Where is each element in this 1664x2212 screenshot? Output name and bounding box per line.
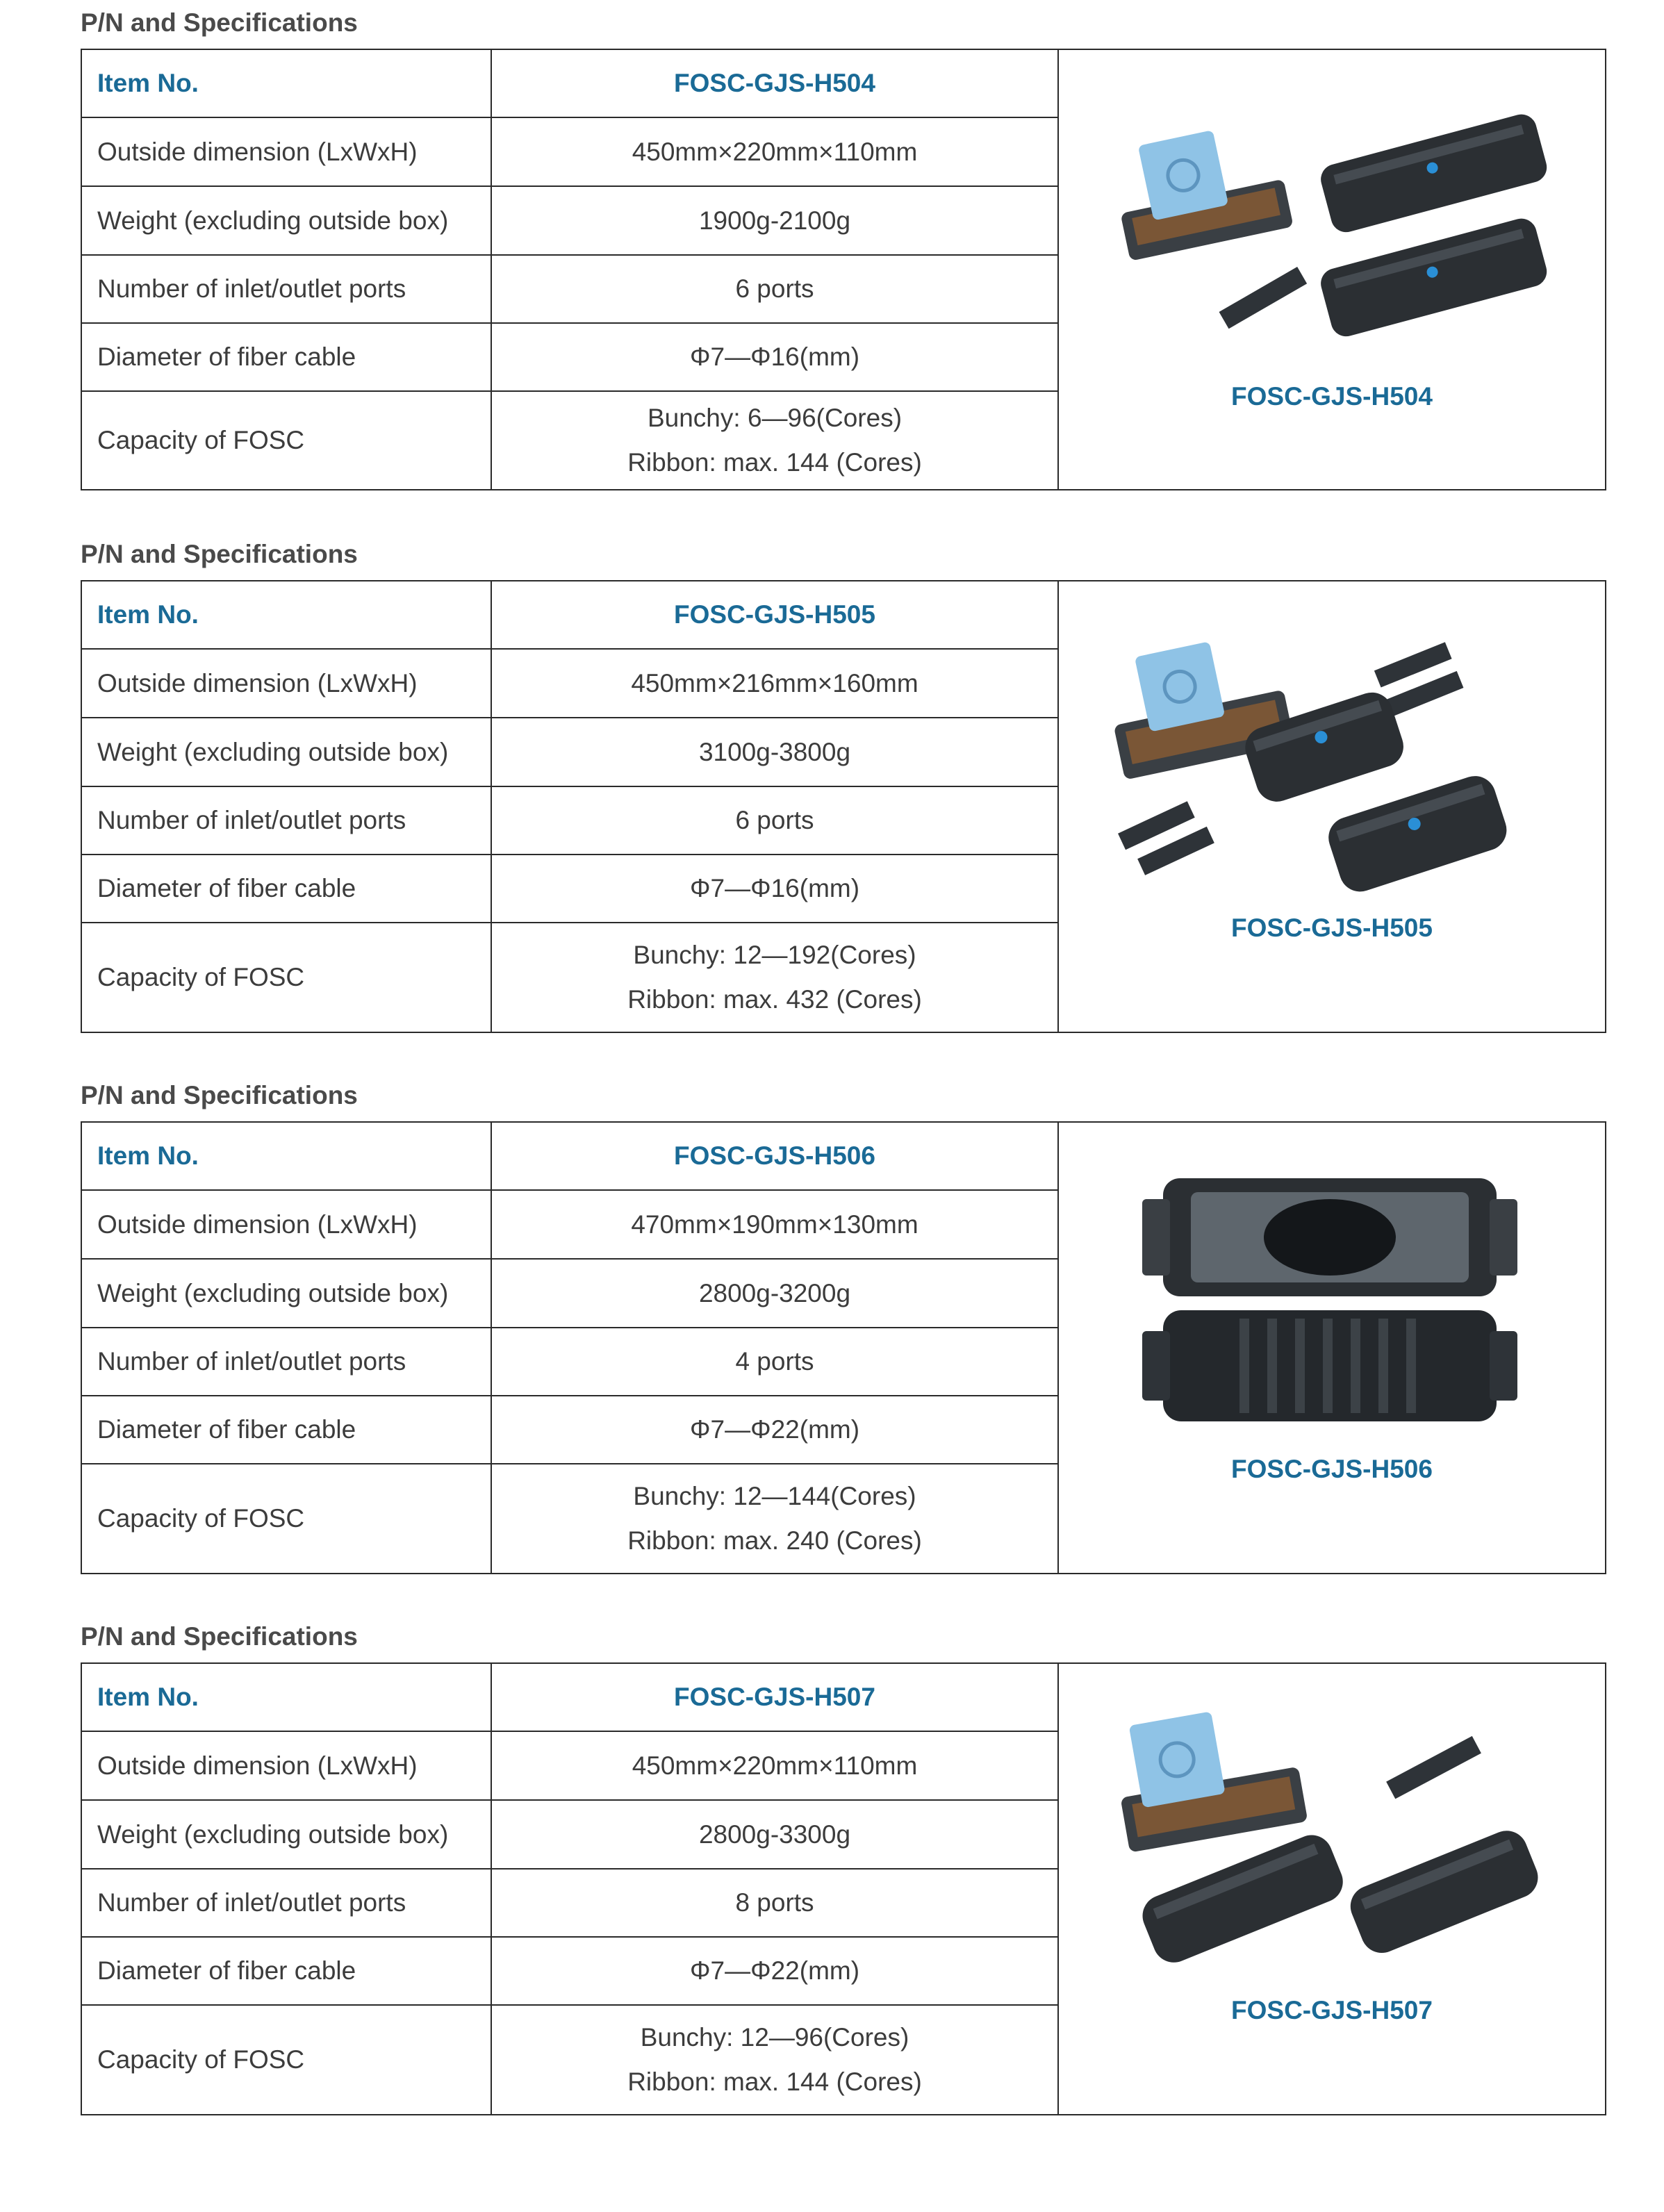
row-value: Φ7—Φ16(mm) <box>689 874 860 902</box>
table-row-ports <box>82 787 1059 855</box>
section-title: P/N and Specifications <box>81 1622 358 1651</box>
capacity-value <box>492 1464 1057 1573</box>
item-number: FOSC-GJS-H507 <box>674 1683 875 1711</box>
row-label: Weight (excluding outside box) <box>97 1278 449 1307</box>
capacity-bunchy: Bunchy: 6—96(Cores) <box>647 404 903 432</box>
table-row-capacity <box>82 392 1059 489</box>
table-row-dimension <box>82 650 1059 718</box>
row-label: Weight (excluding outside box) <box>97 1819 449 1849</box>
row-value: 1900g-2100g <box>698 206 851 235</box>
table-row-dimension <box>82 1191 1059 1260</box>
product-image-cell <box>1059 50 1605 489</box>
row-value: 6 ports <box>735 806 814 834</box>
table-row-diameter <box>82 1396 1059 1464</box>
item-number: FOSC-GJS-H506 <box>674 1141 875 1170</box>
product-image <box>1101 623 1559 901</box>
row-value: 470mm×190mm×130mm <box>631 1210 919 1239</box>
row-label: Diameter of fiber cable <box>97 874 356 902</box>
row-label: Item No. <box>97 69 199 97</box>
row-value: Φ7—Φ22(mm) <box>689 1956 860 1985</box>
table-row-capacity <box>82 1464 1059 1573</box>
row-label: Item No. <box>97 1141 199 1170</box>
spec-section-h507 <box>0 1614 1664 2114</box>
capacity-value <box>492 392 1057 489</box>
row-label: Weight (excluding outside box) <box>97 206 449 235</box>
section-title: P/N and Specifications <box>81 1081 358 1109</box>
product-image <box>1101 92 1559 370</box>
product-image <box>1101 1164 1559 1442</box>
row-value: 450mm×220mm×110mm <box>632 137 918 166</box>
capacity-ribbon: Ribbon: max. 240 (Cores) <box>627 1526 922 1555</box>
table-row-diameter <box>82 855 1059 923</box>
row-label: Number of inlet/outlet ports <box>97 1888 406 1917</box>
table-row-diameter <box>82 324 1059 392</box>
capacity-ribbon: Ribbon: max. 144 (Cores) <box>627 2067 922 2096</box>
product-image <box>1101 1706 1559 1983</box>
row-label: Number of inlet/outlet ports <box>97 1347 406 1376</box>
table-row-capacity <box>82 923 1059 1032</box>
row-label: Item No. <box>97 600 199 629</box>
image-caption: FOSC-GJS-H505 <box>1231 914 1433 942</box>
table-row-item-no <box>82 50 1059 118</box>
row-label: Number of inlet/outlet ports <box>97 274 406 303</box>
table-row-item-no <box>82 1664 1059 1732</box>
row-value: Φ7—Φ22(mm) <box>689 1415 860 1444</box>
row-label: Item No. <box>97 1683 199 1711</box>
capacity-value <box>492 923 1057 1032</box>
table-row-weight <box>82 1801 1059 1870</box>
section-title: P/N and Specifications <box>81 540 358 568</box>
spec-section-h505 <box>0 531 1664 1032</box>
row-label: Outside dimension (LxWxH) <box>97 1751 418 1780</box>
table-row-dimension <box>82 118 1059 187</box>
row-value: 3100g-3800g <box>698 737 851 766</box>
row-label: Capacity of FOSC <box>97 963 305 991</box>
table-row-item-no <box>82 1123 1059 1191</box>
spec-table <box>81 580 1606 1033</box>
product-image-cell <box>1059 1664 1605 2103</box>
image-caption: FOSC-GJS-H507 <box>1231 1996 1433 2024</box>
spec-table <box>81 1662 1606 2115</box>
capacity-ribbon: Ribbon: max. 432 (Cores) <box>627 985 922 1014</box>
row-value: Φ7—Φ16(mm) <box>689 342 860 371</box>
item-number: FOSC-GJS-H505 <box>674 600 875 629</box>
spec-section-h504 <box>0 0 1664 500</box>
section-title: P/N and Specifications <box>81 8 358 37</box>
capacity-bunchy: Bunchy: 12—144(Cores) <box>633 1482 916 1510</box>
table-row-weight <box>82 1260 1059 1328</box>
capacity-bunchy: Bunchy: 12—192(Cores) <box>633 941 916 969</box>
table-row-ports <box>82 1870 1059 1938</box>
image-caption: FOSC-GJS-H506 <box>1231 1455 1433 1483</box>
spec-table <box>81 49 1606 490</box>
capacity-bunchy: Bunchy: 12—96(Cores) <box>640 2023 909 2052</box>
spec-table <box>81 1121 1606 1574</box>
row-label: Diameter of fiber cable <box>97 342 356 371</box>
table-row-item-no <box>82 581 1059 650</box>
row-label: Capacity of FOSC <box>97 1504 305 1533</box>
row-value: 2800g-3200g <box>698 1278 851 1307</box>
row-value: 450mm×220mm×110mm <box>632 1751 918 1780</box>
image-caption: FOSC-GJS-H504 <box>1231 382 1433 411</box>
table-row-weight <box>82 718 1059 787</box>
row-value: 4 ports <box>735 1347 814 1376</box>
row-label: Weight (excluding outside box) <box>97 737 449 766</box>
row-value: 2800g-3300g <box>698 1819 851 1849</box>
table-row-capacity <box>82 2006 1059 2114</box>
row-label: Diameter of fiber cable <box>97 1956 356 1985</box>
table-row-weight <box>82 187 1059 256</box>
row-label: Outside dimension (LxWxH) <box>97 137 418 166</box>
row-label: Capacity of FOSC <box>97 426 305 454</box>
product-image-cell <box>1059 1123 1605 1562</box>
capacity-ribbon: Ribbon: max. 144 (Cores) <box>627 448 922 477</box>
row-value: 450mm×216mm×160mm <box>631 668 919 698</box>
row-label: Diameter of fiber cable <box>97 1415 356 1444</box>
row-label: Number of inlet/outlet ports <box>97 806 406 834</box>
row-label: Outside dimension (LxWxH) <box>97 668 418 698</box>
row-value: 6 ports <box>735 274 814 303</box>
row-value: 8 ports <box>735 1888 814 1917</box>
row-label: Capacity of FOSC <box>97 2045 305 2074</box>
spec-section-h506 <box>0 1073 1664 1573</box>
table-row-ports <box>82 1328 1059 1396</box>
product-image-cell <box>1059 581 1605 1021</box>
item-number: FOSC-GJS-H504 <box>674 69 875 97</box>
table-row-ports <box>82 256 1059 324</box>
row-label: Outside dimension (LxWxH) <box>97 1210 418 1239</box>
table-row-diameter <box>82 1938 1059 2006</box>
table-row-dimension <box>82 1732 1059 1801</box>
capacity-value <box>492 2006 1057 2114</box>
